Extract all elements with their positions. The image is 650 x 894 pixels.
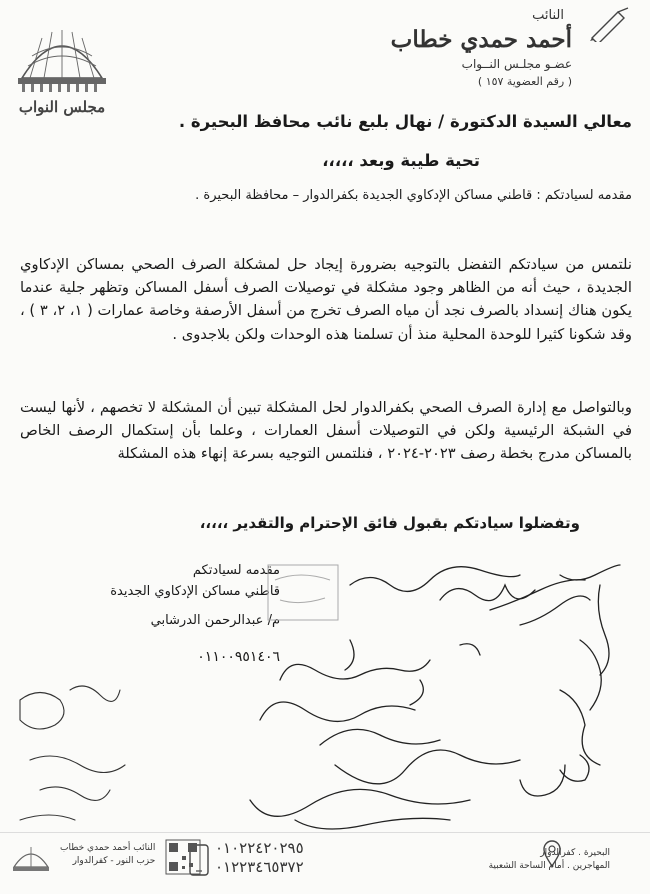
mp-role: عضـو مجلـس النــواب	[461, 57, 572, 71]
body-paragraph-2: وبالتواصل مع إدارة الصرف الصحي بكفرالدوار لحل المشكلة تبين أن المشكلة لا تخصهم ، لأنها ليست في الشبكة الرئيسية ولكن في التوصيلات أسفل العمارات ، وعلما بأن إستكمال الرصف الخاص بالمساكن مدرج بخطة رصف ٢٠٢٣-٢٠٢٤ ، فنلتمس التوجيه بسرعة إنهاء هذه المشكلة	[20, 399, 632, 463]
footer-address-line1: البحيرة . كفرالدوار	[540, 848, 610, 858]
fountain-pen-icon	[588, 6, 630, 42]
mp-title: النائب	[532, 8, 564, 23]
submitted-by-label: مقدمه لسيادتكم	[192, 563, 280, 578]
footer-party-line1: النائب أحمد حمدي خطاب	[60, 843, 156, 853]
logo-text: مجلس النواب	[18, 98, 106, 116]
submitted-by-group: قاطني مساكن الإدكاوي الجديدة	[110, 584, 280, 599]
qr-code-icon	[165, 839, 201, 875]
mp-name: أحمد حمدي خطاب	[390, 26, 572, 53]
footer-phone-2: ٠١٢٢٣٤٦٥٣٧٢	[215, 858, 304, 876]
footer-phone-1: ٠١٠٢٢٤٢٠٢٩٥	[215, 839, 304, 857]
mp-membership-number: ( رقم العضوية ١٥٧ )	[477, 75, 572, 88]
signatory-phone: ٠١١٠٠٩٥١٤٠٦	[197, 649, 280, 665]
body-paragraph-1: نلتمس من سيادتكم التفضل بالتوجيه بضرورة إيجاد حل لمشكلة الصرف الصحي بمساكن الإدكاوي الجديدة ، حيث أنه من الظاهر وجود مشكلة في توصيلات الصرف أسفل المساكن وتظهر جلية عندما يكون هناك إنسداد بالصرف نجد أن مياه الصرف تخرج من أسفل الأرصفة وخاصة عمارات ( ١، ٢، ٣ ) ، وقد شكونا كثيرا للوحدة المحلية منذ أن تسلمنا هذه الوحدات ولكن بلاجدوى .	[20, 256, 632, 343]
handwriting-strokes	[250, 565, 620, 829]
addressee-line: معالي السيدة الدكتورة / نهال بلبع نائب محافظ البحيرة .	[178, 112, 632, 131]
signatory-name: م/ عبدالرحمن الدرشابي	[150, 613, 280, 628]
footer-party	[60, 842, 155, 868]
letterhead-footer	[0, 832, 650, 894]
footer-party-line2: حزب النور - كفرالدوار	[72, 856, 156, 866]
footer-address-line2: المهاجرين . أمام الساحة الشعبية	[488, 861, 610, 871]
closing-line: وتفضلوا سيادتكم بقبول فائق الإحترام والتقدير ،،،،،	[199, 514, 580, 532]
parliament-logo	[12, 16, 112, 118]
signature-block	[50, 560, 280, 668]
footer-address	[489, 847, 610, 873]
small-parliament-logo-icon	[10, 839, 52, 879]
greeting-line: تحية طيبة وبعد ،،،،،	[322, 151, 480, 170]
parliament-dome-icon	[12, 16, 112, 118]
footer-phones	[215, 839, 304, 877]
subject-line: مقدمه لسيادتكم : قاطني مساكن الإدكاوي الجديدة بكفرالدوار – محافظة البحيرة .	[195, 188, 632, 203]
mp-identity	[382, 8, 572, 98]
